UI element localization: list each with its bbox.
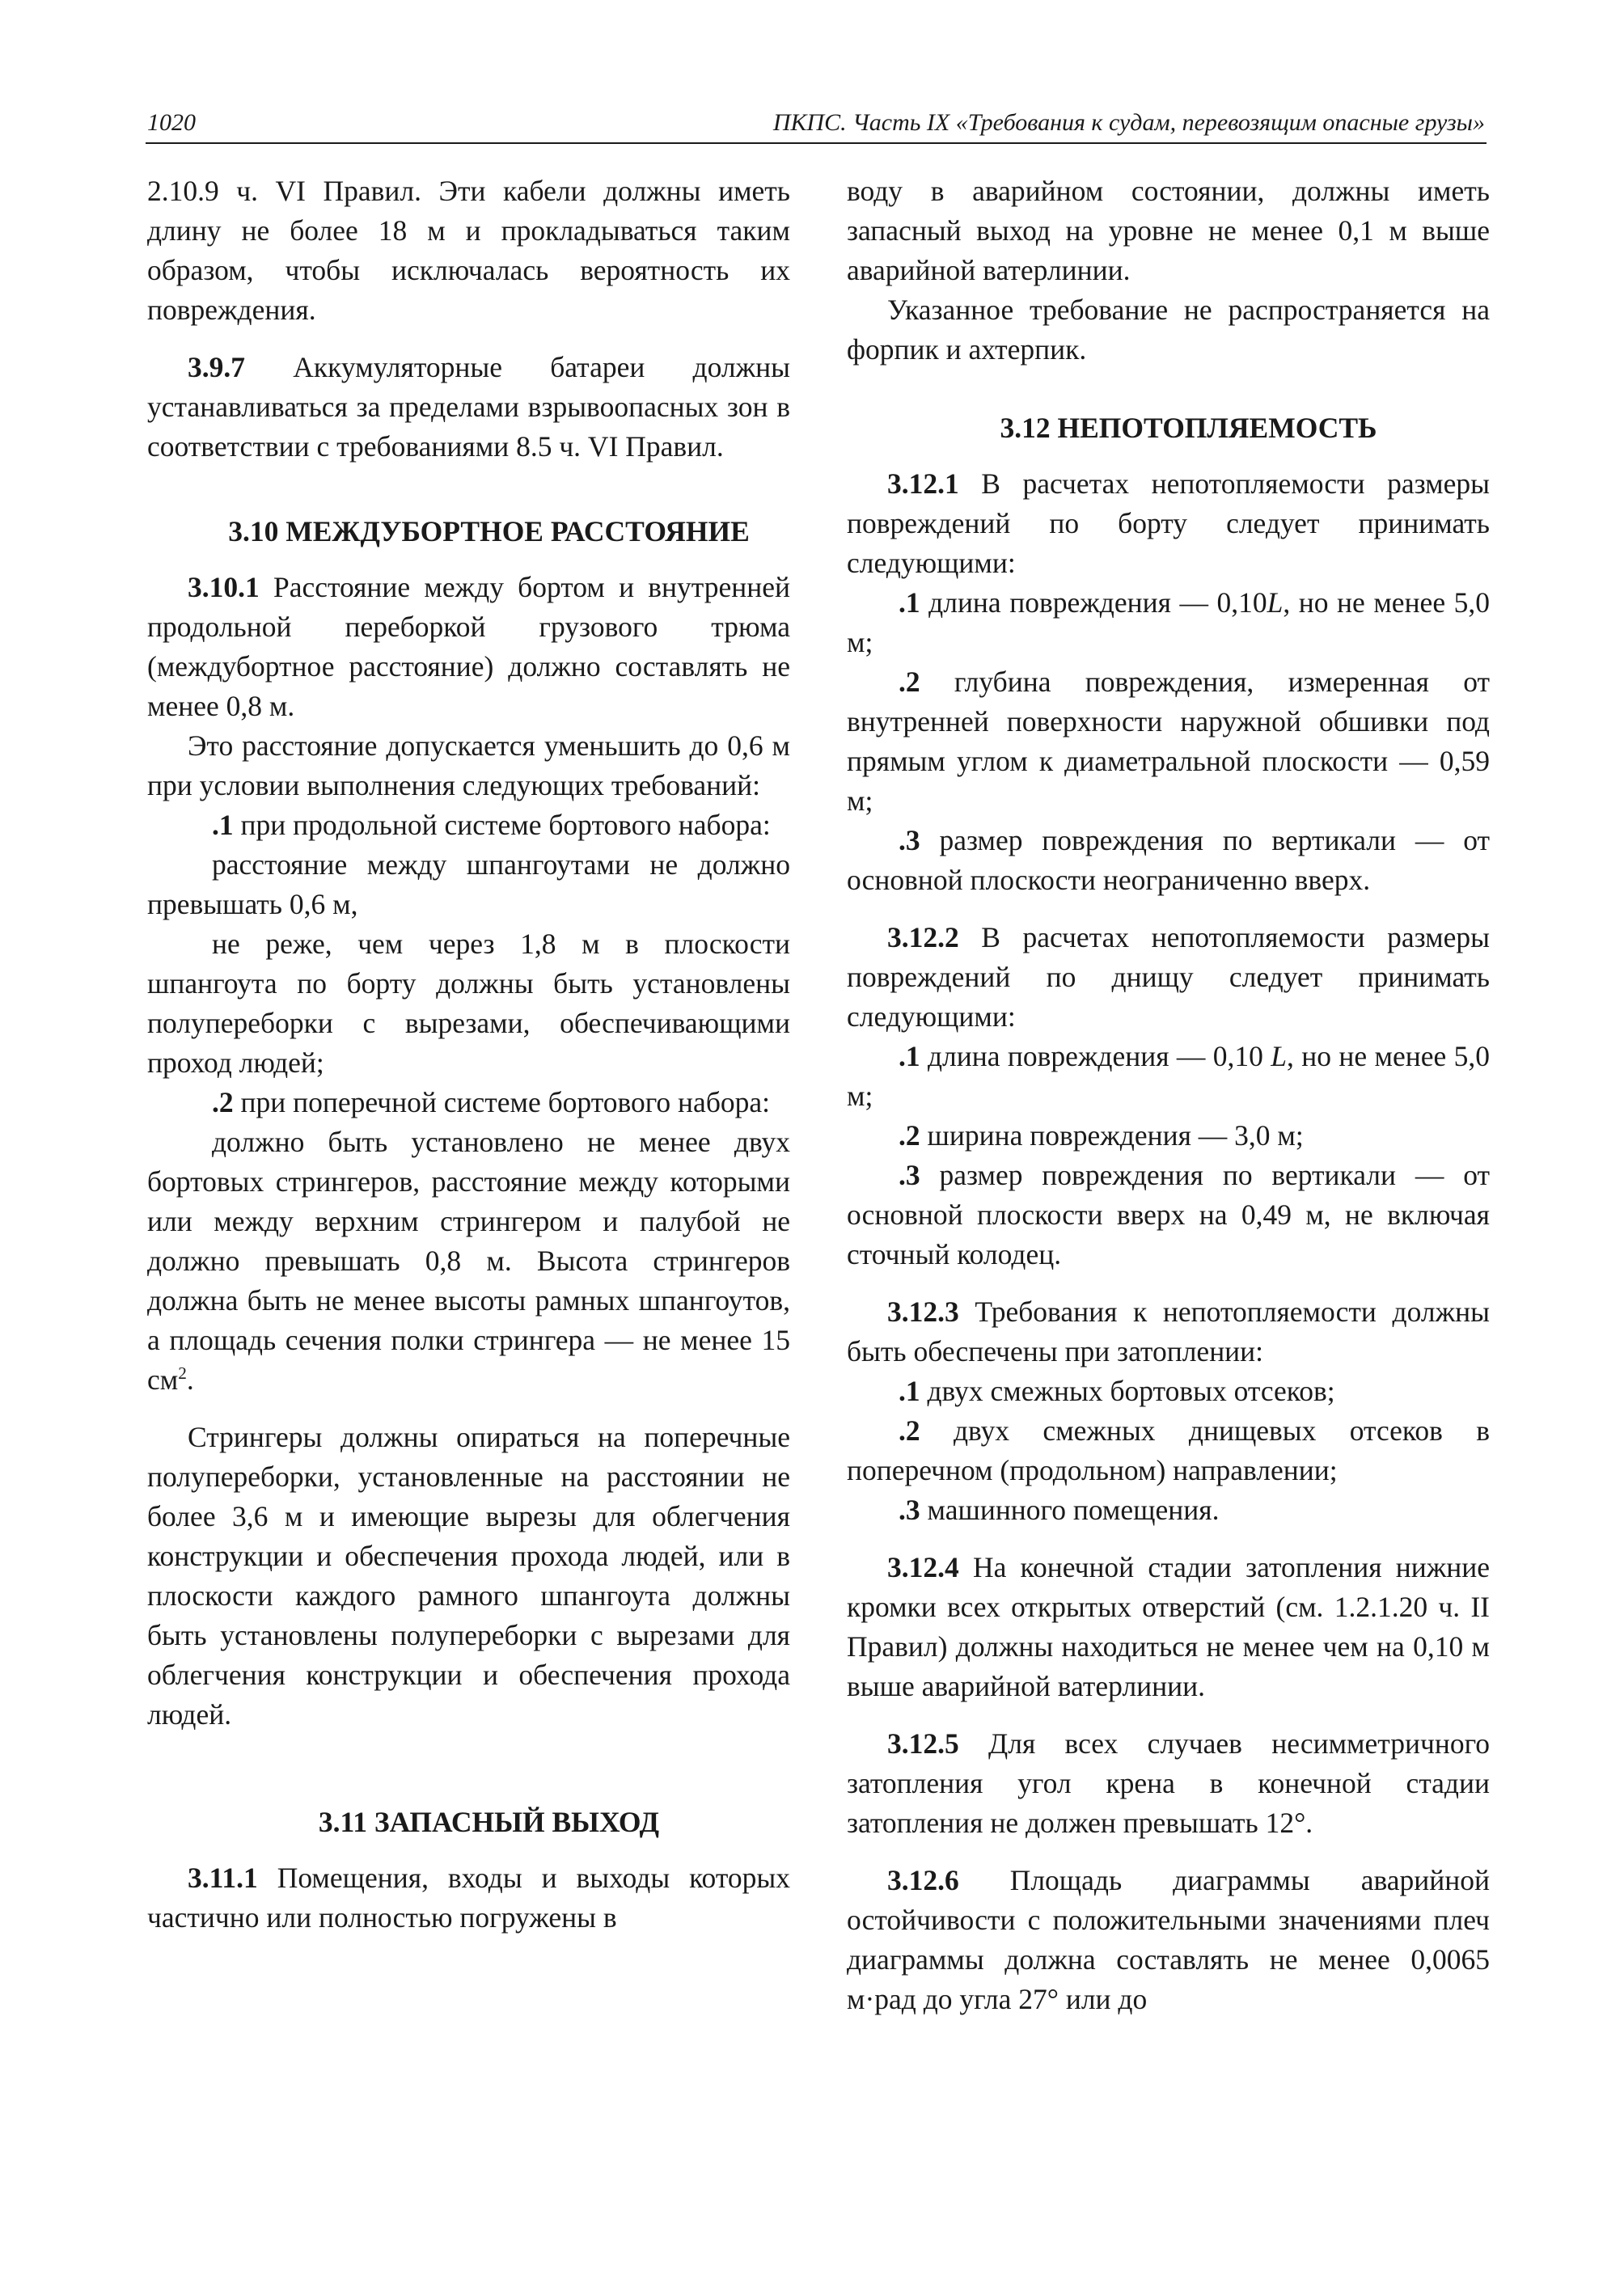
symbol-L: L — [1271, 1040, 1288, 1072]
superscript: 2 — [178, 1363, 187, 1384]
clause-number: 3.12.3 — [887, 1296, 959, 1328]
item-number: .1 — [899, 1040, 920, 1072]
paragraph-half-bulkheads: не реже, чем через 1,8 м в плоскости шпангоута по борту должны быть установлены полупереборки с вырезами, обеспечивающими проход людей; — [147, 928, 790, 1079]
left-column — [147, 171, 790, 1938]
item-1-bottom-length: .1 длина повреждения — 0,10 L, но не менее 5,0 м; — [847, 1040, 1490, 1112]
clause-number: 3.12.2 — [887, 921, 959, 953]
item-2-transverse: .2 при поперечной системе бортового набора: — [212, 1086, 770, 1118]
item-number: .1 — [899, 586, 920, 619]
item-1-longitudinal: .1 при продольной системе бортового набора: — [212, 809, 771, 841]
clause-number: 3.12.1 — [887, 467, 959, 500]
paragraph-3-9-7: 3.9.7 Аккумуляторные батареи должны устанавливаться за пределами взрывоопасных зон в соответствии с требованиями 8.5 ч. VI Правил. — [147, 351, 790, 463]
section-heading-3-11: 3.11 ЗАПАСНЫЙ ВЫХОД — [318, 1806, 660, 1838]
right-column — [847, 171, 1490, 2019]
item-2-side-depth: .2 глубина повреждения, измеренная от внутренней поверхности наружной обшивки под прямым углом к диаметральной плоскости — 0,59 м; — [847, 666, 1490, 817]
clause-number: 3.12.5 — [887, 1727, 959, 1760]
paragraph-3-11-1-cont: воду в аварийном состоянии, должны иметь запасный выход на уровне не менее 0,1 м выше аварийной ватерлинии. — [847, 175, 1490, 286]
item-2-bottom-width: .2 ширина повреждения — 3,0 м; — [899, 1119, 1304, 1152]
paragraph-3-12-4: 3.12.4 На конечной стадии затопления нижние кромки всех открытых отверстий (см. 1.2.1.20 ч. II Правил) должны находиться не менее чем на 0,10 м выше аварийной ватерлинии. — [847, 1551, 1490, 1702]
item-number: .2 — [899, 1119, 920, 1152]
paragraph-3-12-5: 3.12.5 Для всех случаев несимметричного затопления угол крена в конечной стадии затопления не должен превышать 12°. — [847, 1727, 1490, 1839]
item-3-side-vertical: .3 размер повреждения по вертикали — от основной плоскости неограниченно вверх. — [847, 824, 1490, 896]
running-title: ПКПС. Часть IX «Требования к судам, перевозящим опасные грузы» — [772, 109, 1485, 136]
paragraph-3-12-1: 3.12.1 В расчетах непотопляемости размеры повреждений по борту следует принимать следующими: — [847, 467, 1490, 579]
item-number: .2 — [212, 1086, 234, 1118]
item-1-side-compartments: .1 двух смежных бортовых отсеков; — [899, 1375, 1335, 1407]
item-number: .1 — [212, 809, 234, 841]
item-number: .3 — [899, 824, 920, 856]
item-1-side-length: .1 длина повреждения — 0,10L, но не менее 5,0 м; — [847, 586, 1490, 658]
clause-number: 3.12.4 — [887, 1551, 959, 1583]
paragraph-3-12-3: 3.12.3 Требования к непотопляемости должны быть обеспечены при затоплении: — [847, 1296, 1490, 1367]
clause-number: 3.12.6 — [887, 1864, 959, 1896]
item-2-bottom-compartments: .2 двух смежных днищевых отсеков в поперечном (продольном) направлении; — [847, 1414, 1490, 1486]
item-number: .3 — [899, 1494, 920, 1526]
running-header — [146, 104, 1487, 144]
paragraph-stringers: должно быть установлено не менее двух бортовых стрингеров, расстояние между которыми или между верхним стрингером и палубой не должно превышать 0,8 м. Высота стрингеров должна быть не менее высоты рамных шпангоутов, а площадь сечения полки стрингера — не менее 15 $см^2$. — [147, 1126, 790, 1396]
item-number: .2 — [899, 666, 920, 698]
paragraph-2-10-9-cont: 2.10.9 ч. VI Правил. Эти кабели должны иметь длину не более 18 м и прокладываться таким образом, чтобы исключалась вероятность их повреждения. — [147, 175, 790, 326]
paragraph-frame-spacing: расстояние между шпангоутами не должно превышать 0,6 м, — [147, 848, 790, 920]
clause-number: 3.11.1 — [188, 1862, 258, 1894]
item-3-machinery-space: .3 машинного помещения. — [899, 1494, 1220, 1526]
section-heading-3-10: 3.10 МЕЖДУБОРТНОЕ РАССТОЯНИЕ — [228, 515, 750, 547]
paragraph-3-10-1: 3.10.1 Расстояние между бортом и внутренней продольной переборкой грузового трюма (междубортное расстояние) должно составлять не менее 0,8 м. — [147, 571, 790, 722]
clause-number: 3.9.7 — [188, 351, 245, 383]
paragraph-3-10-1-b: Это расстояние допускается уменьшить до 0,6 м при условии выполнения следующих требований: — [147, 729, 790, 801]
paragraph-stringers-support: Стрингеры должны опираться на поперечные полупереборки, установленные на расстоянии не более 3,6 м и имеющие вырезы для облегчения конструкции и обеспечения прохода людей, или в плоскости каждого рамного шпангоута должны быть установлены полупереборки с вырезами для облегчения конструкции и обеспечения прохода людей. — [147, 1421, 790, 1731]
paragraph-3-12-6: 3.12.6 Площадь диаграммы аварийной остойчивости с положительными значениями плеч диаграммы должна составлять не менее 0,0065 м·рад до угла 27° или до — [847, 1864, 1490, 2015]
item-number: .2 — [899, 1414, 920, 1447]
clause-number: 3.10.1 — [188, 571, 260, 603]
item-number: .1 — [899, 1375, 920, 1407]
paragraph-3-11-1: 3.11.1 Помещения, входы и выходы которых частично или полностью погружены в — [147, 1862, 790, 1934]
paragraph-forepeak: Указанное требование не распространяется на форпик и ахтерпик. — [847, 294, 1490, 366]
item-number: .3 — [899, 1159, 920, 1191]
section-heading-3-12: 3.12 НЕПОТОПЛЯЕМОСТЬ — [1000, 412, 1377, 444]
page-number: 1020 — [147, 109, 196, 136]
paragraph-3-12-2: 3.12.2 В расчетах непотопляемости размеры повреждений по днищу следует принимать следующими: — [847, 921, 1490, 1033]
item-3-bottom-vertical: .3 размер повреждения по вертикали — от основной плоскости вверх на 0,49 м, не включая сточный колодец. — [847, 1159, 1490, 1270]
symbol-L: L — [1267, 586, 1284, 619]
